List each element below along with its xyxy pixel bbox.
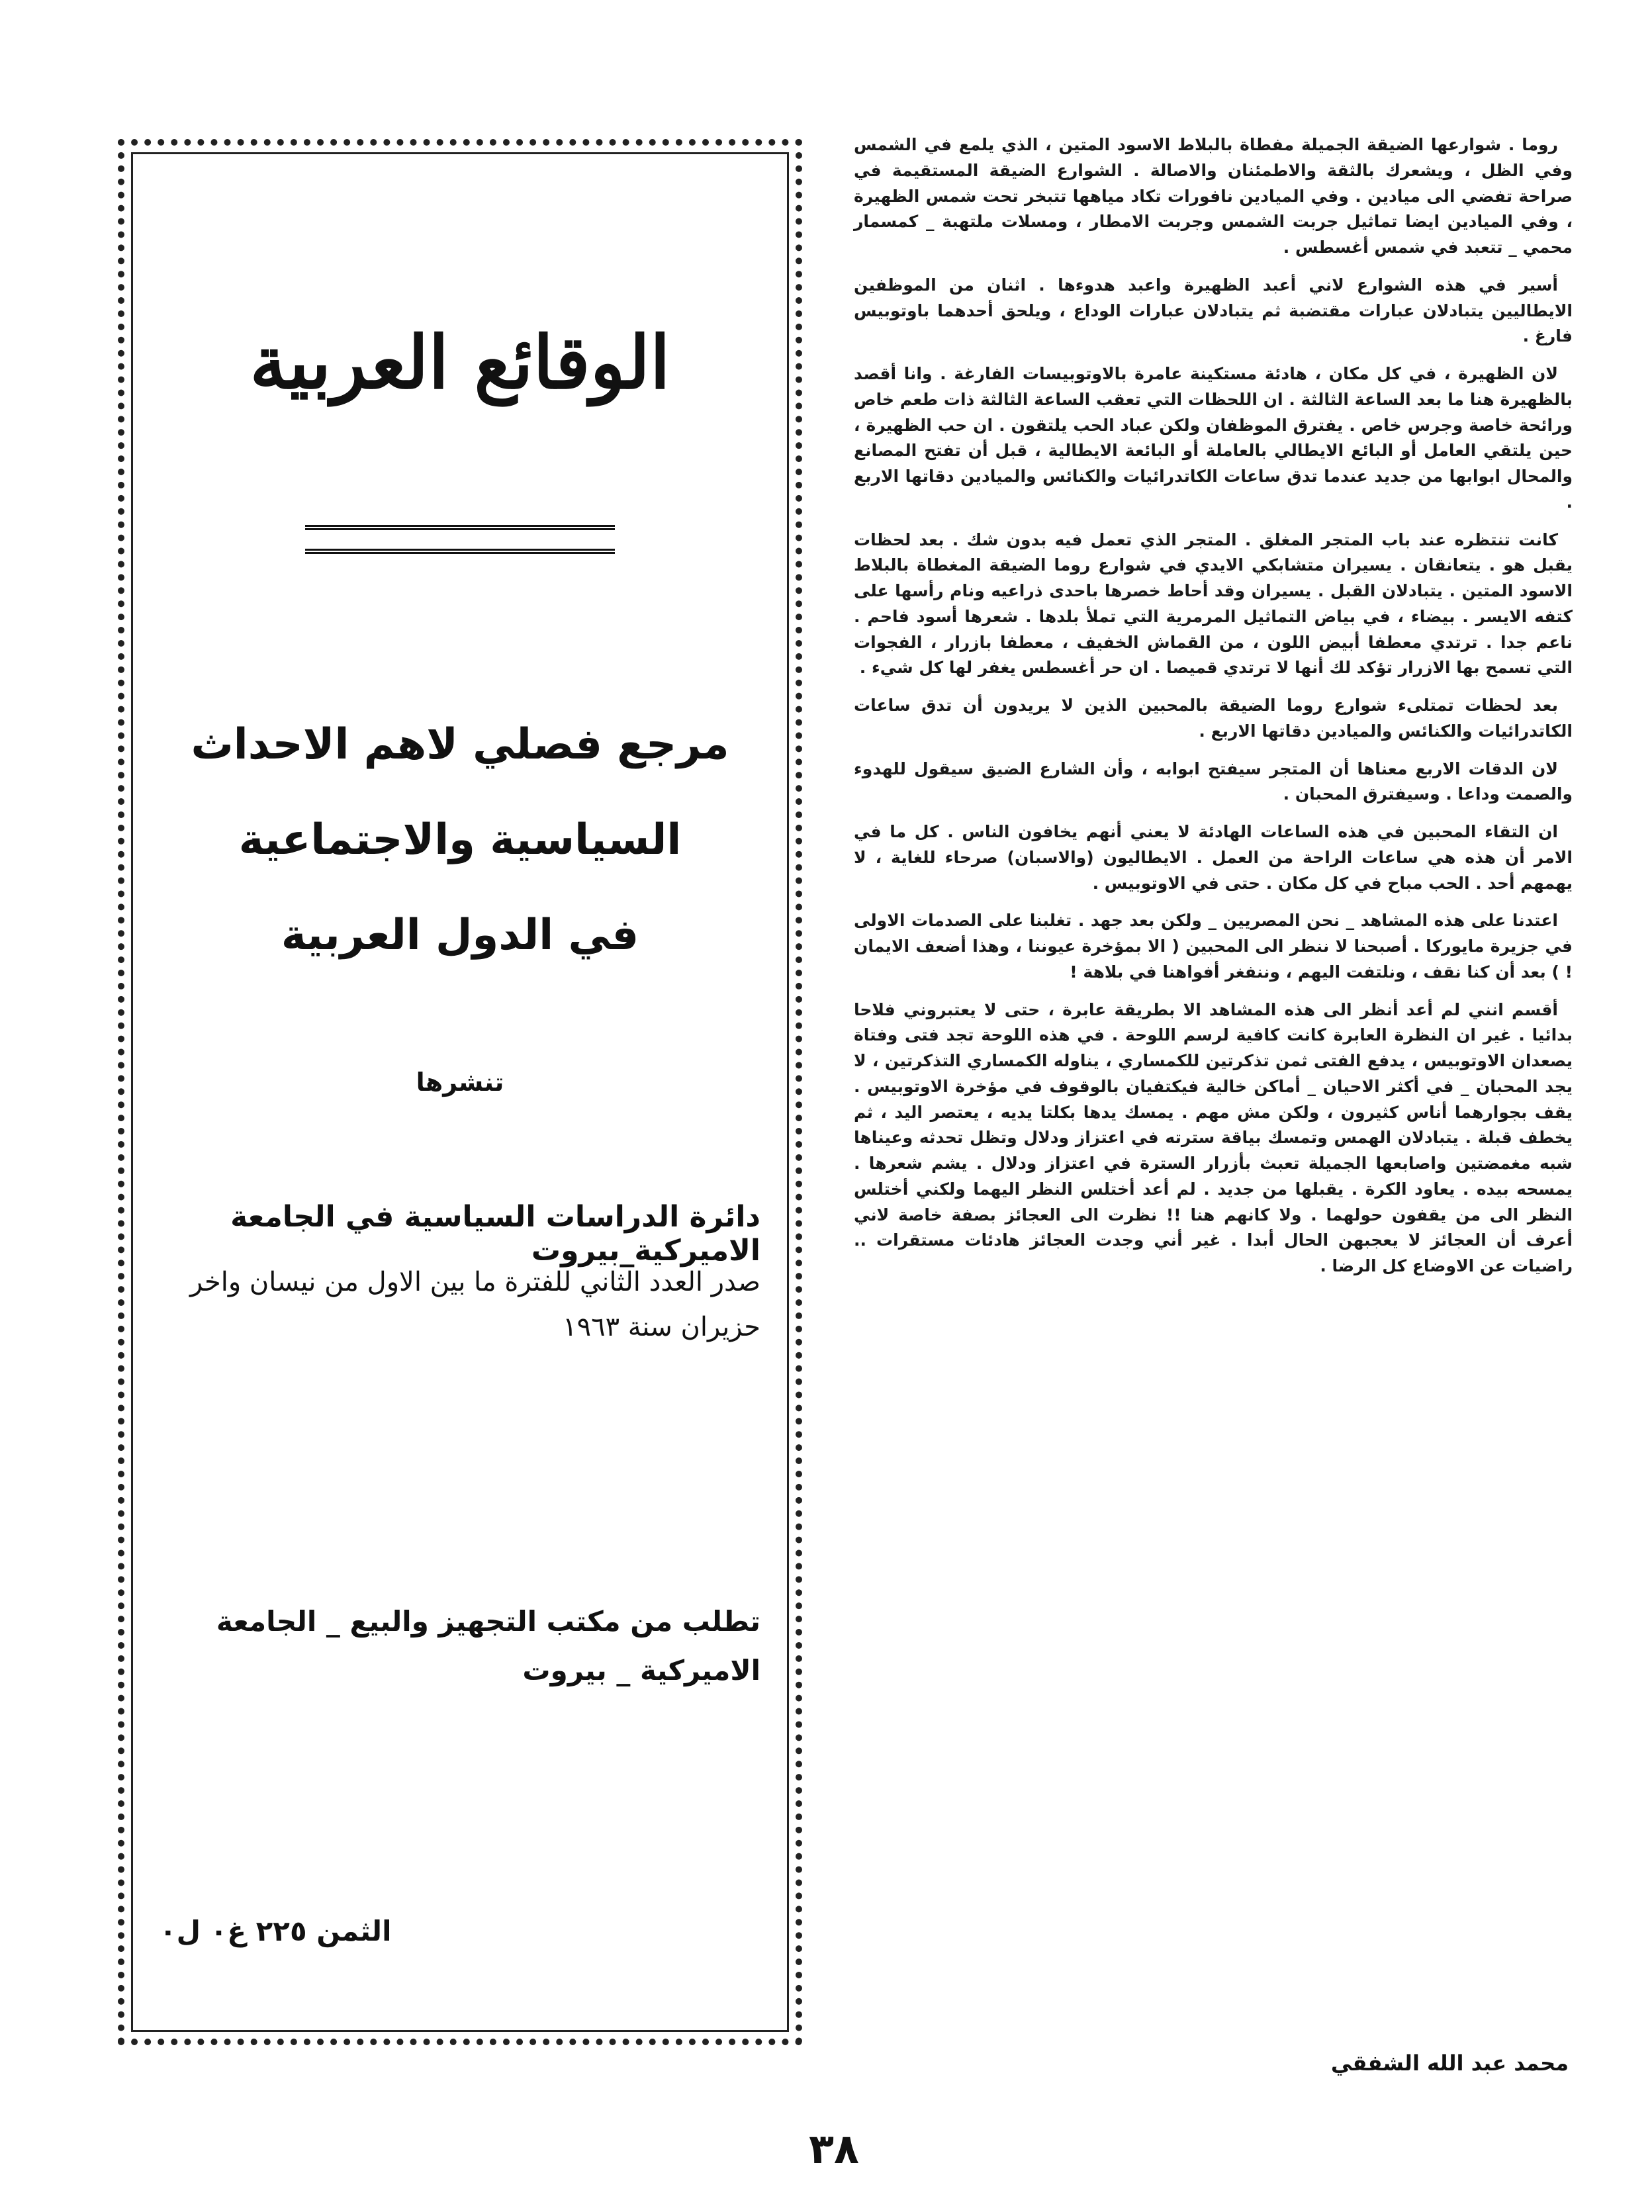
article-column bbox=[854, 132, 1573, 1291]
publisher-name: دائرة الدراسات السياسية في الجامعة الاميركية_بيروت bbox=[230, 1200, 760, 1267]
subtitle-line-3: في الدول العربية bbox=[281, 911, 639, 960]
issue-note: صدر العدد الثاني للفترة ما بين الاول من نيسان واخر حزيران سنة ١٩٦٣ bbox=[189, 1267, 760, 1342]
subtitle-line-2: السياسية والاجتماعية bbox=[238, 815, 682, 864]
article-paragraph-5: بعد لحظات تمتلىء شوارع روما الضيقة بالمحبين الذين لا يريدون أن تدق ساعات الكاتدرائيات والكنائس والميادين دقاتها الاربع . bbox=[854, 696, 1573, 741]
publisher-label: تنشرها bbox=[416, 1068, 504, 1097]
order-note: تطلب من مكتب التجهيز والبيع _ الجامعة الاميركية _ بيروت bbox=[216, 1605, 760, 1686]
magazine-title: الوقائع العربية bbox=[250, 320, 670, 405]
article-paragraph-4: كانت تنتظره عند باب المتجر المغلق . المتجر الذي تعمل فيه بدون شك . بعد لحظات يقبل هو . يتعانقان . يسيران متشابكي الايدي في شوارع روما الضيقة المغطاة بالبلاط الاسود المتين . يتبادلان القبل . يسيران وقد أحاط خصرها باحدى ذراعيه ونام رأسها على كتفه الايسر . بيضاء ، في بياض التماثيل المرمرية التي تملأ بلدها . شعرها أسود فاحم . ناعم جدا . ترتدي معطفا أبيض اللون ، من القماش الخفيف ، معطفا بازرار ، الفجوات التي تسمح بها الازرار تؤكد لك أنها لا ترتدي قميصا . ان حر أغسطس يغفر لها كل شيء . bbox=[854, 530, 1573, 678]
article-paragraph-7: ان التقاء المحبين في هذه الساعات الهادئة لا يعني أنهم يخافون الناس . كل ما في الامر أن هذه هي ساعات الراحة من العمل . الايطاليون (والاسبان) صرحاء للغاية ، لا يهمهم أحد . الحب مباح في كل مكان . حتى في الاوتوبيس . bbox=[854, 822, 1573, 893]
article-paragraph-9: أقسم انني لم أعد أنظر الى هذه المشاهد الا بطريقة عابرة ، حتى لا يعتبروني فلاحا بدائيا . غير ان النظرة العابرة كانت كافية لرسم اللوحة . في هذه اللوحة تجد فتى وفتاة يصعدان الاوتوبيس ، يدفع الفتى ثمن تذكرتين للكمساري ، يناوله الكمساري التذكرتين ، لا يجد المحبان _ في أكثر الاحيان _ أماكن خالية فيكتفيان بالوقوف في مؤخرة الاوتوبيس . يقف بجوارهما أناس كثيرون ، ولكن مش مهم . يمسك يدها بكلتا يديه ، يعتصر اليد ، ثم يخطف قبلة . يتبادلان الهمس وتمسك بياقة سترته في اعتزاز ودلال وتظل تحدثه وعيناها شبه مغمضتين واصابعها الجميلة تعبث بأزرار السترة في اعتزاز ودلال . يشم شعرها . يمسحه بيده . يعاود الكرة . يقبلها من جديد . لم أعد أختلس النظر اليهما ولكني أختلس النظر الى من يقفون حولهما . ولا كانهم هنا !! نظرت الى العجائز بصفة خاصة لاني أعرف أن العجائز لا يعجبهن الحال أبدا . غير أني وجدت العجائز هادئات مستقرات .. راضيات عن الاوضاع كل الرضا . bbox=[854, 999, 1573, 1275]
article-paragraph-2: أسير في هذه الشوارع لاني أعبد الظهيرة واعبد هدوءها . اثنان من الموظفين الايطاليين يتبادلان عبارات مقتضبة ثم يتبادلان عبارات الوداع ، ويلحق أحدهما باوتوبيس فارغ . bbox=[854, 275, 1573, 346]
article-paragraph-3: لان الظهيرة ، في كل مكان ، هادئة مستكينة عامرة بالاوتوبيسات الفارغة . وانا أقصد بالظهيرة هنا ما بعد الساعة الثالثة . ان اللحظات التي تعقب الساعة الثالثة ذات طعم خاص ورائحة خاصة وجرس خاص . يفترق الموظفان ولكن عباد الحب يلتقون . ان حب الظهيرة ، حين يلتقي العامل أو البائع الايطالي بالعاملة أو البائعة الايطالية ، قبل أن تفتح المصانع والمحال ابوابها من جديد عندما تدق ساعات الكاتدرائيات والكنائس والميادين دقاتها الاربع . bbox=[854, 364, 1573, 512]
title-divider bbox=[305, 525, 615, 554]
advertisement-inner-border bbox=[131, 152, 789, 2032]
article-paragraph-6: لان الدقات الاربع معناها أن المتجر سيفتح ابوابه ، وأن الشارع الضيق سيقول للهدوء والصمت وداعا . وسيفترق المحبان . bbox=[854, 759, 1573, 804]
page-number: ٣٨ bbox=[809, 2125, 859, 2173]
advertisement-box bbox=[118, 139, 802, 2045]
author-signature: محمد عبد الله الشفقي bbox=[1330, 2051, 1569, 2076]
article-paragraph-8: اعتدنا على هذه المشاهد _ نحن المصريين _ ولكن بعد جهد . تغلبنا على الصدمات الاولى في جزيرة مايوركا . أصبحنا لا ننظر الى المحبين ( الا بمؤخرة عيوننا ، وهذا أضعف الايمان ! ) بعد أن كنا نقف ، ونلتفت اليهم ، وننفغر أفواهنا في بلاهة ! bbox=[854, 911, 1573, 982]
subtitle-line-1: مرجع فصلي لاهم الاحداث bbox=[191, 720, 729, 769]
price-label: الثمن ٢٢٥ غ٠ ل٠ bbox=[160, 1915, 392, 1947]
article-paragraph-1: روما . شوارعها الضيقة الجميلة مفطاة بالبلاط الاسود المتين ، الذي يلمع في الشمس وفي الظل ، ويشعرك بالثقة والاطمئنان والاصالة . الشوارع الضيقة المستقيمة في صراحة تفضي الى ميادين . وفي الميادين نافورات تكاد مياهها تتبخر تحت شمس الظهيرة ، وفي الميادين ايضا تماثيل جربت الشمس وجربت الامطار ، ومسلات ملتهبة _ كمسمار محمي _ تتعبد في شمس أغسطس . bbox=[854, 135, 1573, 257]
magazine-subtitle bbox=[173, 697, 747, 983]
